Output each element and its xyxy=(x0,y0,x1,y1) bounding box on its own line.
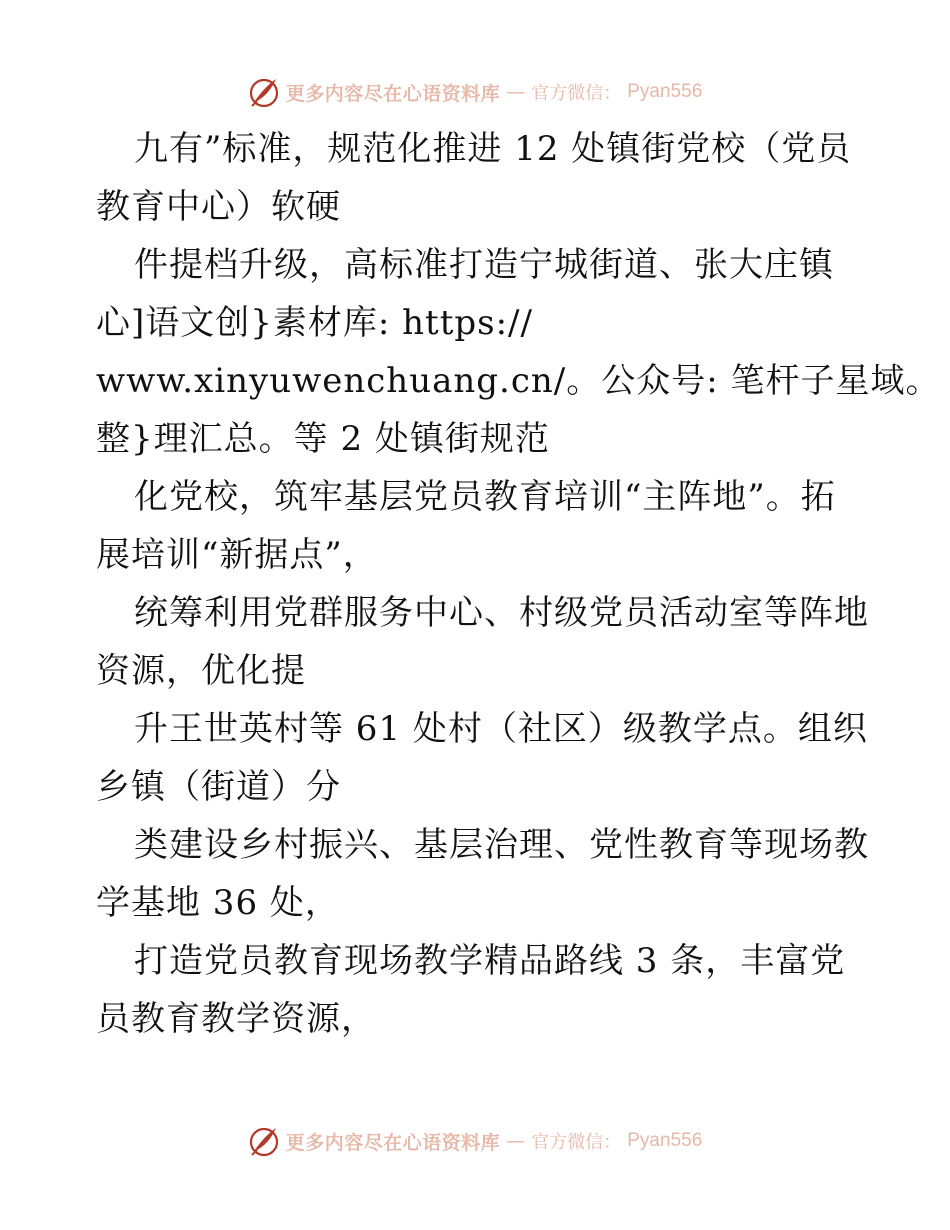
footer-watermark-banner xyxy=(0,1121,950,1161)
text-line-2: 教育中心）软硬 xyxy=(96,187,341,227)
watermark-wechat-label: 官方微信： xyxy=(531,1132,622,1153)
feather-pen-logo-icon xyxy=(248,1125,280,1157)
text-line-10: 资源，优化提 xyxy=(96,651,306,691)
text-line-12: 乡镇（街道）分 xyxy=(96,767,341,807)
watermark-wechat-id: Pyan556 xyxy=(627,1130,703,1151)
text-line-13: 类建设乡村振兴、基层治理、党性教育等现场教 xyxy=(134,825,869,865)
watermark-wechat-id: Pyan556 xyxy=(627,81,703,102)
text-line-3: 件提档升级，高标准打造宁城街道、张大庄镇 xyxy=(134,245,834,285)
text-line-4: 心]语文创}素材库: https:// xyxy=(96,303,533,343)
text-line-16: 员教育教学资源， xyxy=(96,999,376,1039)
text-line-5: www.xinyuwenchuang.cn/。公众号: 笔杆子星域。 xyxy=(96,361,941,401)
watermark-dash: — xyxy=(506,81,526,103)
text-line-14: 学基地 36 处， xyxy=(96,883,340,923)
text-line-8: 展培训“新据点”， xyxy=(96,535,378,575)
watermark-text: 更多内容尽在心语资料库 xyxy=(285,1131,501,1154)
text-line-6: 整}理汇总。等 2 处镇街规范 xyxy=(96,419,550,459)
watermark-inner xyxy=(248,1125,703,1157)
header-watermark-banner xyxy=(0,72,950,112)
text-line-7: 化党校，筑牢基层党员教育培训“主阵地”。拓 xyxy=(134,477,836,517)
document-body xyxy=(96,120,941,1048)
watermark-inner xyxy=(248,76,703,108)
watermark-text: 更多内容尽在心语资料库 xyxy=(285,82,501,105)
watermark-wechat-label: 官方微信： xyxy=(531,83,622,104)
text-line-15: 打造党员教育现场教学精品路线 3 条，丰富党 xyxy=(134,941,846,981)
feather-pen-logo-icon xyxy=(248,76,280,108)
text-line-9: 统筹利用党群服务中心、村级党员活动室等阵地 xyxy=(134,593,869,633)
text-line-11: 升王世英村等 61 处村（社区）级教学点。组织 xyxy=(134,709,868,749)
watermark-dash: — xyxy=(506,1130,526,1152)
text-line-1: 九有”标准，规范化推进 12 处镇街党校（党员 xyxy=(134,129,852,169)
